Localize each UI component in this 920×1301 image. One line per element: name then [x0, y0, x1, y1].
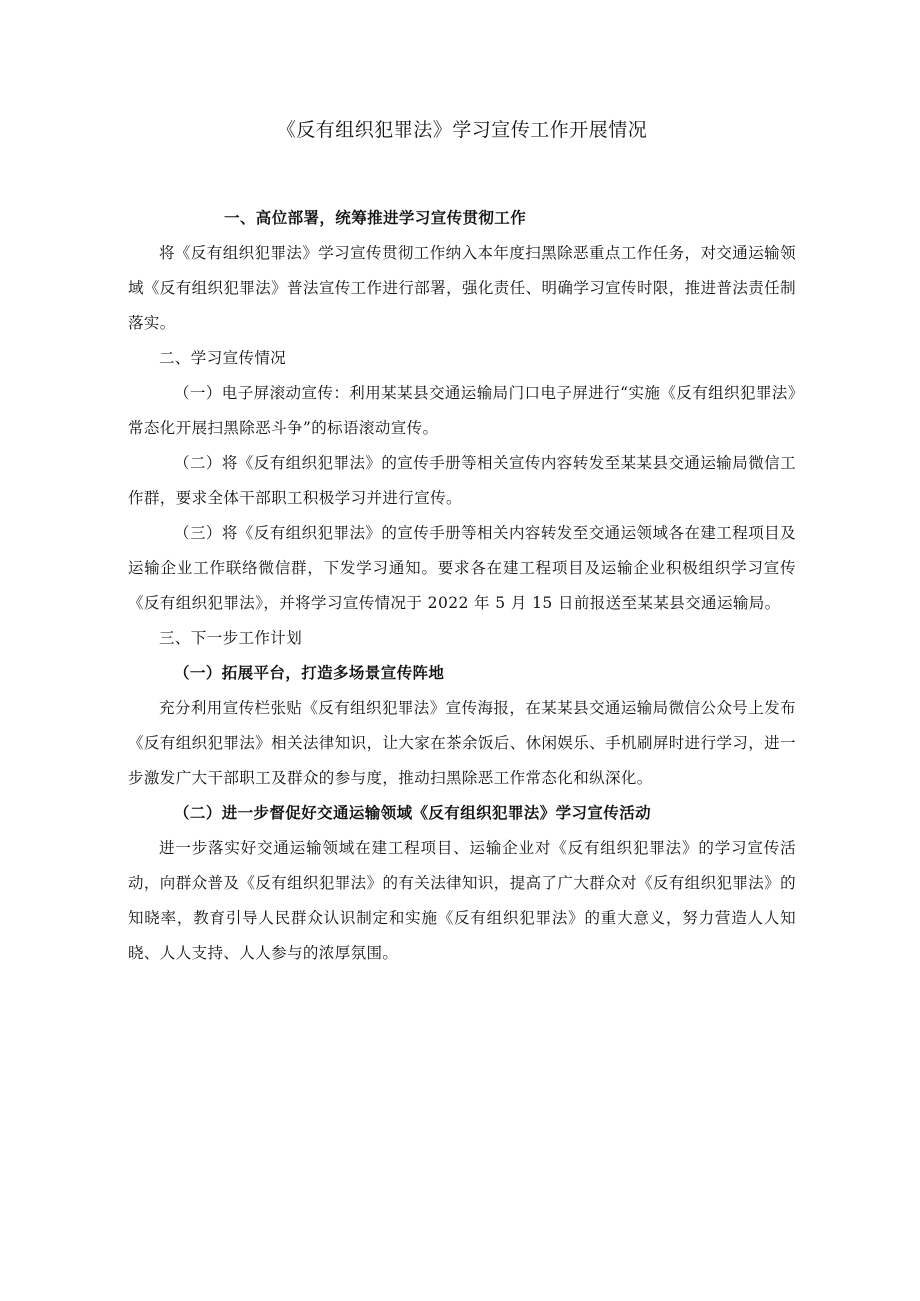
- section-3-sub-2-heading: （二）进一步督促好交通运输领域《反有组织犯罪法》学习宣传活动: [174, 804, 652, 822]
- section-2-heading: 二、学习宣传情况: [159, 349, 287, 367]
- section-1-heading: 一、高位部署，统筹推进学习宣传贯彻工作: [224, 209, 527, 227]
- section-3-sub-1-heading: （一）拓展平台，打造多场景宣传阵地: [174, 664, 445, 682]
- section-3-heading: 三、下一步工作计划: [159, 629, 303, 647]
- section-3-sub-1-body: 充分利用宣传栏张贴《反有组织犯罪法》宣传海报，在某某县交通运输局微信公众号上发布《反有组织犯罪法》相关法律知识，让大家在茶余饭后、休闲娱乐、手机刷屏时进行学习，进一步激发广大干部职工及群众的参与度，推动扫黑除恶工作常态化和纵深化。: [128, 699, 796, 787]
- section-3-sub-2-body: 进一步落实好交通运输领域在建工程项目、运输企业对《反有组织犯罪法》的学习宣传活动，向群众普及《反有组织犯罪法》的有关法律知识，提高了广大群众对《反有组织犯罪法》的知晓率，教育引导人民群众认识制定和实施《反有组织犯罪法》的重大意义，努力营造人人知晓、人人支持、人人参与的浓厚氛围。: [128, 839, 796, 962]
- section-2-item-3: （三）将《反有组织犯罪法》的宣传手册等相关内容转发至交通运领域各在建工程项目及运输企业工作联络微信群，下发学习通知。要求各在建工程项目及运输企业积极组织学习宣传《反有组织犯罪法》，并将学习宣传情况于 2022 年 5 月 15 日前报送至某某县交通运输局。: [128, 524, 796, 612]
- document-title: 《反有组织犯罪法》学习宣传工作开展情况: [276, 119, 648, 141]
- section-2-item-1: （一）电子屏滚动宣传：利用某某县交通运输局门口电子屏进行“实施《反有组织犯罪法》常态化开展扫黑除恶斗争”的标语滚动宣传。: [128, 384, 796, 437]
- section-2-item-2: （二）将《反有组织犯罪法》的宣传手册等相关宣传内容转发至某某县交通运输局微信工作群，要求全体干部职工积极学习并进行宣传。: [128, 454, 796, 507]
- section-1-body: 将《反有组织犯罪法》学习宣传贯彻工作纳入本年度扫黑除恶重点工作任务，对交通运输领域《反有组织犯罪法》普法宣传工作进行部署，强化责任、明确学习宣传时限，推进普法责任制落实。: [128, 244, 796, 332]
